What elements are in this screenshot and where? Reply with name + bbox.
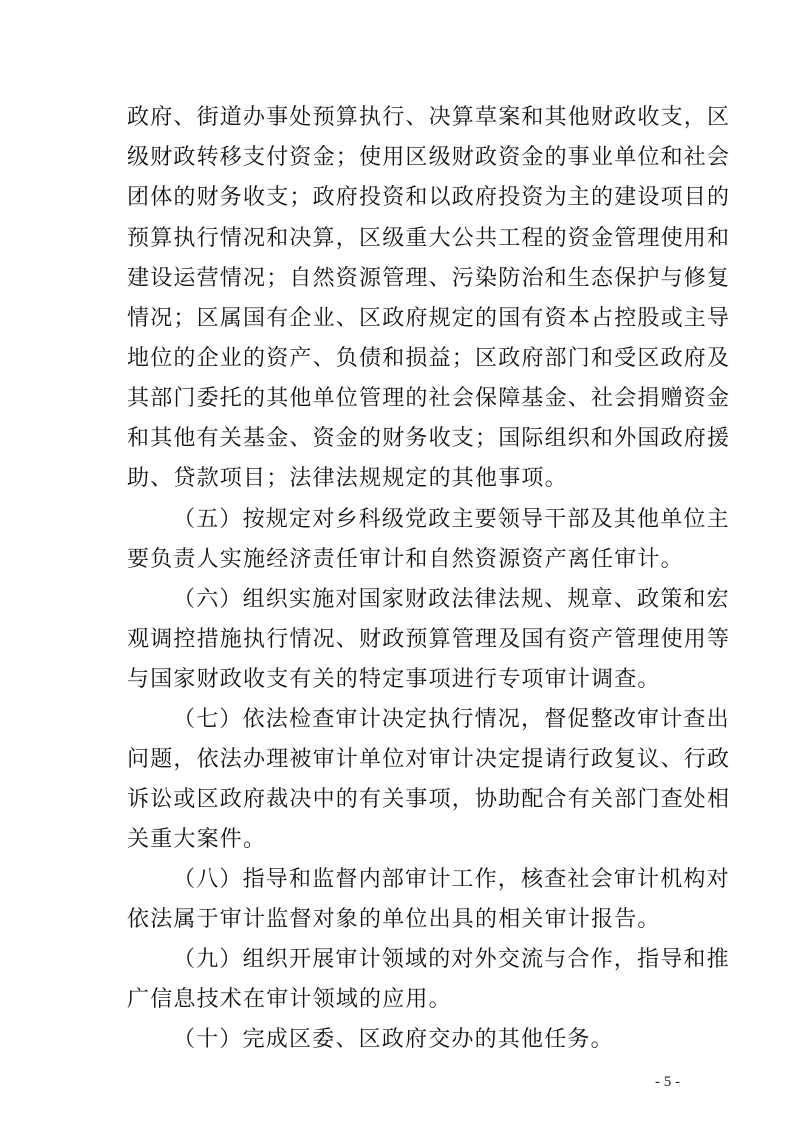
body-line: 地位的企业的资产、负债和损益；区政府部门和受区政府及: [127, 346, 731, 371]
body-line: 级财政转移支付资金；使用区级财政资金的事业单位和社会: [127, 145, 731, 170]
section-8-line: （八）指导和监督内部审计工作，核查社会审计机构对: [173, 867, 730, 892]
page-number: - 5 -: [655, 1074, 680, 1090]
body-line: 诉讼或区政府裁决中的有关事项，协助配合有关部门查处相: [127, 787, 731, 812]
body-line: 依法属于审计监督对象的单位出具的相关审计报告。: [127, 907, 661, 932]
body-line: 团体的财务收支；政府投资和以政府投资为主的建设项目的: [127, 185, 731, 210]
body-line: 助、贷款项目；法律法规规定的其他事项。: [127, 466, 568, 491]
body-line: 情况；区属国有企业、区政府规定的国有资本占控股或主导: [127, 306, 731, 331]
body-line: 其部门委托的其他单位管理的社会保障基金、社会捐赠资金: [127, 386, 731, 411]
body-line: 和其他有关基金、资金的财务收支；国际组织和外国政府援: [127, 426, 731, 451]
section-7-line: （七）依法检查审计决定执行情况，督促整改审计查出: [173, 707, 730, 732]
body-line: 广信息技术在审计领域的应用。: [127, 987, 452, 1012]
body-line: 预算执行情况和决算，区级重大公共工程的资金管理使用和: [127, 226, 731, 251]
section-6-line: （六）组织实施对国家财政法律法规、规章、政策和宏: [173, 587, 730, 612]
section-10-line: （十）完成区委、区政府交办的其他任务。: [173, 1027, 614, 1052]
body-line: 要负责人实施经济责任审计和自然资源资产离任审计。: [127, 547, 684, 572]
body-line: 问题，依法办理被审计单位对审计决定提请行政复议、行政: [127, 747, 731, 772]
body-line: 建设运营情况；自然资源管理、污染防治和生态保护与修复: [127, 266, 731, 291]
section-9-line: （九）组织开展审计领域的对外交流与合作，指导和推: [173, 947, 730, 972]
body-line: 关重大案件。: [127, 827, 267, 852]
body-line: 观调控措施执行情况、财政预算管理及国有资产管理使用等: [127, 627, 731, 652]
body-line: 与国家财政收支有关的特定事项进行专项审计调查。: [127, 667, 661, 692]
body-line: 政府、街道办事处预算执行、决算草案和其他财政收支，区: [127, 105, 731, 130]
section-5-line: （五）按规定对乡科级党政主要领导干部及其他单位主: [173, 507, 730, 532]
